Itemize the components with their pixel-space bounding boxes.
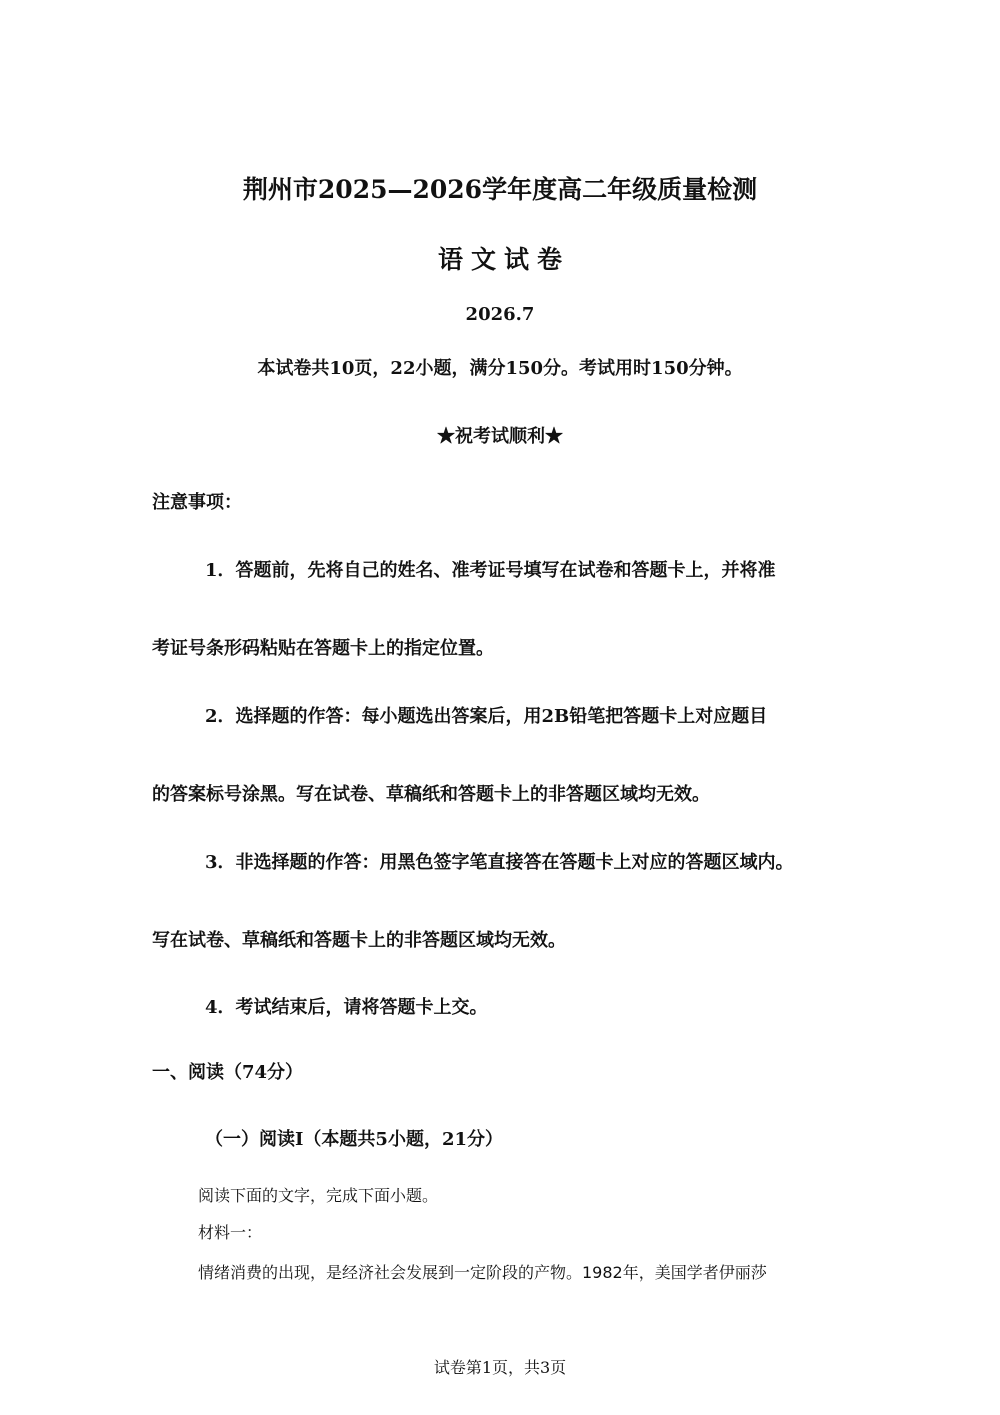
material-label: 材料一：: [198, 1223, 263, 1242]
page-footer: 试卷第1页，共3页: [433, 1358, 567, 1377]
exam-wish: ★祝考试顺利★: [437, 426, 563, 447]
notice-item-1-line2: 考证号条形码粘贴在答题卡上的指定位置。: [152, 638, 494, 659]
notice-heading: 注意事项：: [152, 492, 242, 513]
notice-item-4-line1: 4．考试结束后，请将答题卡上交。: [205, 997, 488, 1018]
reading-instruction: 阅读下面的文字，完成下面小题。: [198, 1186, 439, 1205]
notice-item-1-line1: 1．答题前，先将自己的姓名、准考证号填写在试卷和答题卡上，并将准: [205, 560, 776, 581]
exam-subject: 语文试卷: [437, 245, 570, 274]
exam-date: 2026.7: [465, 304, 535, 325]
notice-item-3-line1: 3．非选择题的作答：用黑色签字笔直接答在答题卡上对应的答题区域内。: [205, 852, 794, 873]
exam-title: 荆州市2025—2026学年度高二年级质量检测: [242, 175, 758, 204]
notice-item-2-line2: 的答案标号涂黑。写在试卷、草稿纸和答题卡上的非答题区域均无效。: [152, 784, 710, 805]
section-heading: 一、阅读（74分）: [152, 1062, 304, 1083]
subsection-heading: （一）阅读Ⅰ（本题共5小题，21分）: [205, 1129, 503, 1150]
notice-item-2-line1: 2．选择题的作答：每小题选出答案后，用2B铅笔把答题卡上对应题目: [205, 706, 768, 727]
material-text: 情绪消费的出现，是经济社会发展到一定阶段的产物。1982年，美国学者伊丽莎: [198, 1263, 767, 1282]
exam-info: 本试卷共10页，22小题，满分150分。考试用时150分钟。: [257, 358, 743, 379]
notice-item-3-line2: 写在试卷、草稿纸和答题卡上的非答题区域均无效。: [152, 930, 566, 951]
